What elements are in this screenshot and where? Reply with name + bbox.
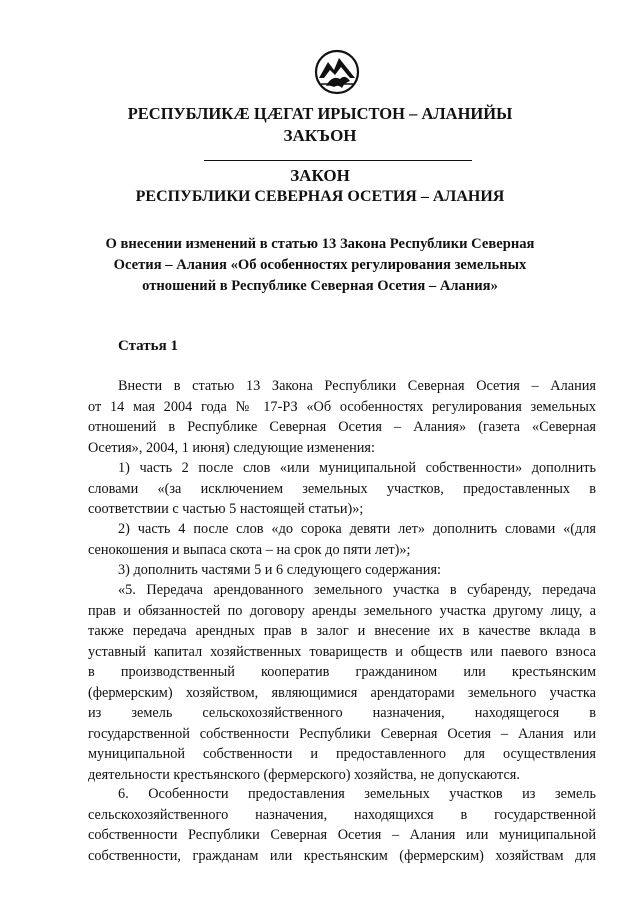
paragraph-intro: [88, 376, 596, 458]
text-line: прав и обязанностей по договору аренды земельного участка другому лицу, а: [88, 602, 596, 619]
text-line: Осетия», 2004, 1 июня) следующие изменения:: [88, 439, 375, 456]
text-line: собственности Республики Северная Осетия – Алания или муниципальной: [88, 827, 596, 843]
law-label-ossetian: ЗАКЪОН: [283, 126, 357, 145]
law-title-line: Осетия – Алания «Об особенностях регулирования земельных: [113, 257, 527, 273]
text-line: деятельности крестьянского (фермерского) хозяйства, не допускаются.: [88, 766, 520, 783]
text-line: «5. Передача арендованного земельного участка в субаренду, передача: [118, 582, 596, 598]
text-line: уставный капитал хозяйственных товариществ и обществ или паевого взноса: [88, 643, 596, 660]
law-label-russian: ЗАКОН: [290, 166, 350, 185]
text-line: 2) часть 4 после слов «до сорока девяти лет» дополнить словами «(для: [118, 521, 596, 537]
text-line: словами «(за исключением земельных участков, предоставленных в: [88, 480, 596, 497]
text-line: собственности, гражданам или крестьянским (фермерским) хозяйствам для: [88, 847, 596, 864]
text-line: от 14 мая 2004 года № 17-РЗ «Об особенностях регулирования земельных: [88, 398, 596, 415]
paragraph-part-6: [88, 784, 596, 866]
text-line: Внести в статью 13 Закона Республики Северная Осетия – Алания: [118, 378, 596, 394]
republic-name-russian: РЕСПУБЛИКИ СЕВЕРНАЯ ОСЕТИЯ – АЛАНИЯ: [135, 188, 505, 205]
coat-of-arms-emblem-icon: [312, 48, 362, 96]
text-line: (фермерским) хозяйством, являющимися арендаторами земельного участка: [88, 684, 596, 701]
republic-name-ossetian: РЕСПУБЛИКӔ ЦӔГАТ ИРЫСТОН – АЛАНИЙЫ: [127, 104, 513, 123]
paragraph-item-1: [88, 458, 596, 520]
article-heading: Статья 1: [118, 338, 178, 354]
law-title-line: О внесении изменений в статью 13 Закона Республики Северная: [105, 236, 535, 252]
text-line: сельскохозяйственного назначения, находящихся в государственной: [88, 806, 596, 823]
text-line: муниципальной собственности и предоставленного для осуществления: [88, 746, 596, 762]
text-line: 6. Особенности предоставления земельных участков из земель: [118, 786, 596, 802]
law-title-line: отношений в Республике Северная Осетия – Алания»: [142, 278, 498, 294]
text-line: отношений в Республике Северная Осетия – Алания» (газета «Северная: [88, 419, 596, 435]
text-line: 1) часть 2 после слов «или муниципальной собственности» дополнить: [118, 460, 596, 476]
text-line: сенокошения и выпаса скота – на срок до пяти лет)»;: [88, 541, 411, 558]
text-line: 3) дополнить частями 5 и 6 следующего содержания:: [118, 562, 442, 578]
text-line: соответствии с частью 5 настоящей статьи)»;: [88, 501, 364, 517]
text-line: также передача арендных прав в залог и внесение их в качестве вклада в: [88, 623, 596, 639]
text-line: в производственный кооператив гражданином или крестьянским: [88, 664, 596, 680]
paragraph-part-5: [88, 580, 596, 785]
text-line: из земель сельскохозяйственного назначения, находящегося в: [88, 705, 596, 721]
header-divider: [204, 160, 472, 161]
paragraph-item-2: [88, 519, 596, 560]
paragraph-item-3: [88, 560, 596, 581]
text-line: государственной собственности Республики Северная Осетия – Алания или: [88, 725, 596, 742]
